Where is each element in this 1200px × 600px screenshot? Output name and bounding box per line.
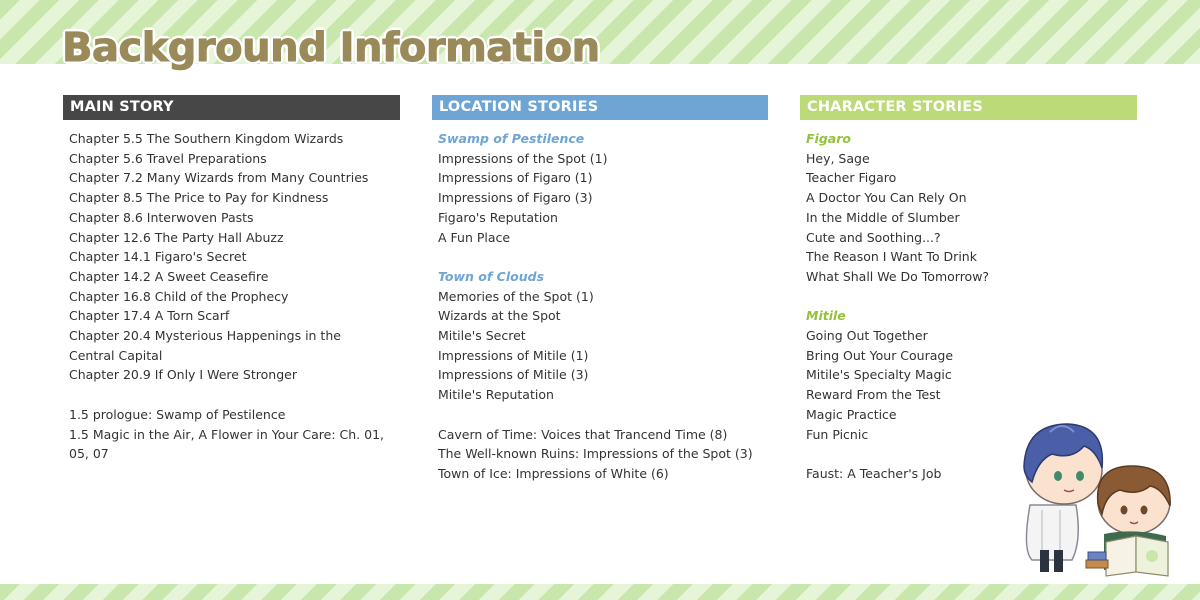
list-item: Chapter 12.6 The Party Hall Abuzz: [69, 229, 284, 245]
list-item: In the Middle of Slumber: [806, 209, 960, 225]
list-item: Bring Out Your Courage: [806, 347, 954, 363]
list-item: Memories of the Spot (1): [438, 288, 594, 304]
list-item: Reward From the Test: [806, 387, 941, 403]
list-item: Figaro's Reputation: [438, 209, 558, 225]
location-stories-header: LOCATION STORIES: [432, 95, 768, 120]
main-story-column: [63, 95, 400, 464]
location-stories-column: [432, 95, 768, 484]
character-subheading-figaro: Figaro: [806, 131, 851, 146]
list-item: Impressions of Mitile (3): [438, 367, 589, 383]
list-item: Wizards at the Spot: [438, 308, 561, 324]
list-item: Chapter 17.4 A Torn Scarf: [69, 308, 230, 324]
location-subheading-swamp: Swamp of Pestilence: [438, 131, 585, 146]
list-item: What Shall We Do Tomorrow?: [806, 268, 990, 284]
list-item: Hey, Sage: [806, 150, 870, 166]
list-spacer: [69, 385, 400, 405]
list-item: Chapter 5.6 Travel Preparations: [69, 150, 267, 166]
list-item: Mitile's Secret: [438, 328, 526, 344]
list-item: Chapter 20.9 If Only I Were Stronger: [69, 367, 297, 383]
list-item: Town of Ice: Impressions of White (6): [438, 465, 669, 481]
list-item: Impressions of Mitile (1): [438, 347, 589, 363]
list-item: Chapter 16.8 Child of the Prophecy: [69, 288, 289, 304]
list-spacer: [438, 247, 768, 267]
character-subheading-mitile: Mitile: [806, 308, 846, 324]
list-item: Impressions of Figaro (1): [438, 170, 593, 186]
list-item: 1.5 Magic in the Air, A Flower in Your Care: Ch. 01, 05, 07: [69, 426, 385, 462]
list-item: Mitile's Reputation: [438, 387, 554, 403]
list-item: Chapter 14.1 Figaro's Secret: [69, 249, 247, 265]
location-subheading-clouds: Town of Clouds: [438, 268, 545, 284]
list-item: Chapter 8.5 The Price to Pay for Kindness: [69, 190, 329, 206]
list-item: Cavern of Time: Voices that Trancend Time (8): [438, 426, 728, 442]
list-item: Teacher Figaro: [806, 170, 897, 186]
list-spacer: [438, 405, 768, 425]
list-item: Mitile's Specialty Magic: [806, 367, 952, 383]
main-story-header: MAIN STORY: [63, 95, 400, 120]
list-item: Impressions of the Spot (1): [438, 150, 608, 166]
list-item: The Reason I Want To Drink: [806, 249, 977, 265]
list-spacer: [806, 287, 1137, 307]
list-item: Chapter 7.2 Many Wizards from Many Countries: [69, 170, 369, 186]
list-item: Going Out Together: [806, 328, 928, 344]
character-stories-header: CHARACTER STORIES: [800, 95, 1137, 120]
list-item: Fun Picnic: [806, 426, 869, 442]
page-title: Background Information: [62, 25, 600, 71]
list-item: Chapter 5.5 The Southern Kingdom Wizards: [69, 131, 344, 146]
list-item: A Fun Place: [438, 229, 511, 245]
bottom-stripe-banner: [0, 584, 1200, 600]
list-item: Chapter 14.2 A Sweet Ceasefire: [69, 268, 269, 284]
list-item: 1.5 prologue: Swamp of Pestilence: [69, 406, 286, 422]
list-item: A Doctor You Can Rely On: [806, 190, 967, 206]
main-story-list: [63, 129, 400, 464]
list-item: Impressions of Figaro (3): [438, 190, 593, 206]
list-item: The Well-known Ruins: Impressions of the Spot (3): [438, 446, 753, 462]
list-item: Chapter 8.6 Interwoven Pasts: [69, 209, 254, 225]
list-item: Faust: A Teacher's Job: [806, 465, 942, 481]
list-item: Magic Practice: [806, 406, 897, 422]
list-item: Chapter 20.4 Mysterious Happenings in the Central Capital: [69, 328, 341, 363]
location-stories-list: [432, 129, 768, 484]
chibi-characters-illustration: [1002, 410, 1192, 580]
list-item: Cute and Soothing...?: [806, 229, 941, 245]
